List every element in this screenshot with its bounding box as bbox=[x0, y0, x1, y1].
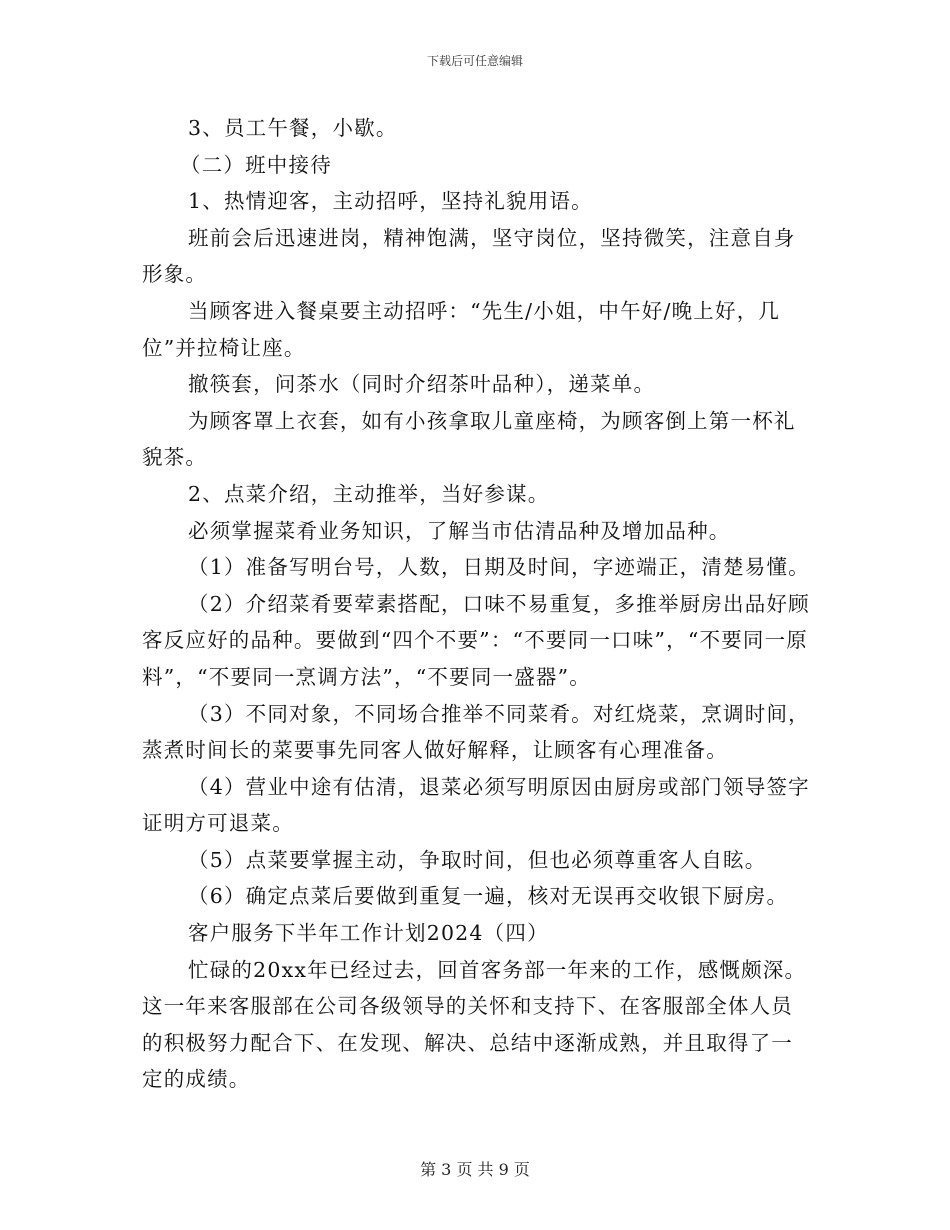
paragraph-greeting: 1、热情迎客，主动招呼，坚持礼貌用语。 bbox=[188, 189, 593, 214]
paragraph-courtesy-tea: 为顾客罩上衣套，如有小孩拿取儿童座椅，为顾客倒上第一杯礼貌茶。 bbox=[142, 408, 796, 470]
section-title-plan: 客户服务下半年工作计划2024（四） bbox=[188, 921, 549, 946]
page-header: 下载后可任意编辑 bbox=[426, 54, 523, 68]
list-item-1: （1）准备写明台号，人数，日期及时间，字迹端正，清楚易懂。 bbox=[188, 555, 810, 580]
list-item-4: （4）营业中途有估清，退菜必须写明原因由厨房或部门领导签字证明方可退菜。 bbox=[142, 774, 810, 836]
paragraph-staff-lunch: 3、员工午餐，小歇。 bbox=[188, 116, 398, 140]
list-item-2: （2）介绍菜肴要荤素搭配，口味不易重复，多推举厨房出品好顾客反应好的品种。要做到“四个不要”：“不要同一口味”，“不要同一原料”，“不要同一烹调方法”，“不要同一盛器”。 bbox=[142, 591, 810, 689]
paragraph-post: 班前会后迅速进岗，精神饱满，坚守岗位，坚持微笑，注意自身形象。 bbox=[142, 225, 796, 287]
page-number: 第 3 页 共 9 页 bbox=[420, 1160, 530, 1179]
paragraph-welcome-phrase: 当顾客进入餐桌要主动招呼：“先生/小姐，中午好/晚上好，几位”并拉椅让座。 bbox=[142, 298, 781, 360]
section-heading-service: （二）班中接待 bbox=[180, 152, 332, 177]
list-item-5: （5）点菜要掌握主动，争取时间，但也必须尊重客人自眩。 bbox=[188, 847, 767, 872]
list-item-3: （3）不同对象，不同场合推举不同菜肴。对红烧菜，烹调时间，蒸煮时间长的菜要事先同客人做好解释，让顾客有心理准备。 bbox=[142, 701, 810, 763]
document-body bbox=[142, 110, 810, 1098]
list-item-6: （6）确定点菜后要做到重复一遍，核对无误再交收银下厨房。 bbox=[188, 884, 789, 909]
paragraph-tea-menu: 撤筷套，问茶水（同时介绍茶叶品种），递菜单。 bbox=[188, 372, 656, 397]
paragraph-ordering-intro: 2、点菜介绍，主动推举，当好参谋。 bbox=[188, 481, 550, 506]
paragraph-menu-knowledge: 必须掌握菜肴业务知识，了解当市估清品种及增加品种。 bbox=[188, 518, 731, 543]
paragraph-year-review: 忙碌的20xx年已经过去，回首客务部一年来的工作，感慨颇深。这一年来客服部在公司各级领导的关怀和支持下、在客服部全体人员的积极努力配合下、在发现、解决、总结中逐渐成熟，并且取得了一定的成绩。 bbox=[142, 957, 807, 1092]
